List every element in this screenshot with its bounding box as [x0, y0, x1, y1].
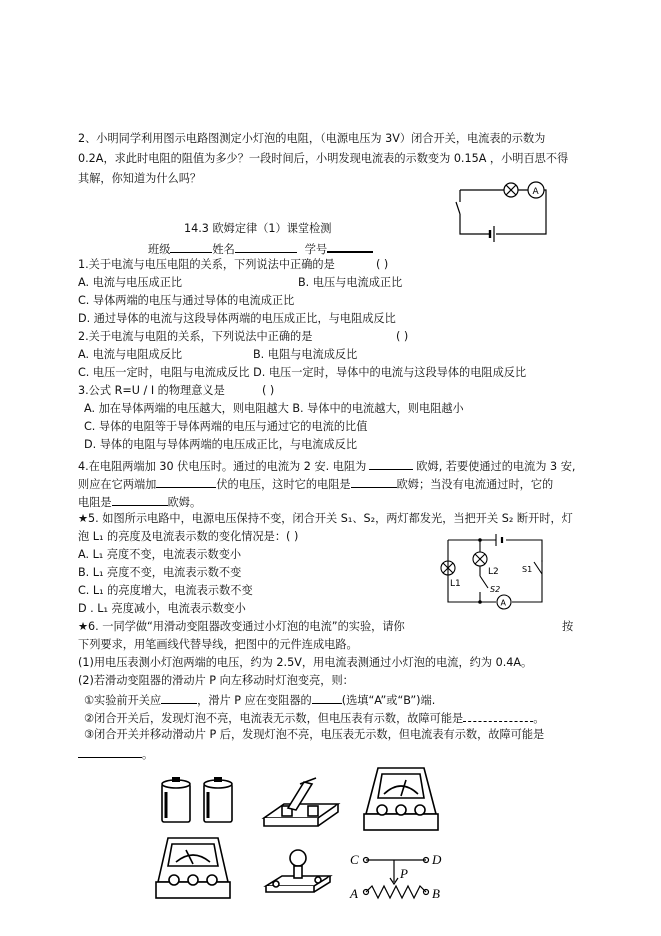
rheostat-d-label: D — [432, 852, 442, 867]
q4-line2 — [78, 476, 553, 492]
name-blank[interactable] — [235, 241, 297, 253]
q5-s1-label: S1 — [522, 565, 533, 574]
q6-blank-end[interactable] — [312, 692, 342, 704]
mc1-option-a: A. 电流与电压成正比 — [78, 276, 183, 289]
meter-figure-1 — [360, 760, 442, 836]
q6-step1-c: (选填“A”或“B”)端. — [341, 694, 436, 707]
q2-line1: 2、小明同学利用图示电路图测定小灯泡的电阻，（电源电压为 3V）闭合开关，电流表的示数为 — [78, 132, 546, 145]
quiz-title: 14.3 欧姆定律（1）课堂检测 — [184, 222, 332, 235]
mc3-option-ab: A. 加在导体两端的电压越大，则电阻越大 B. 导体中的电流越大，则电阻越小 — [84, 402, 464, 415]
id-label: 学号 — [304, 243, 328, 256]
q4-text-1b: 欧姆, 若要使通过的电流为 3 安, — [416, 460, 576, 473]
q4-blank-resistance[interactable] — [369, 458, 413, 470]
q4-line1 — [78, 458, 575, 474]
mc3-option-d: D. 导体的电阻与导体两端的电压成正比，与电流成反比 — [84, 438, 358, 451]
mc2-stem: 2.关于电流与电阻的关系，下列说法中正确的是 — [78, 330, 313, 343]
mc1-option-b: B. 电压与电流成正比 — [298, 276, 403, 289]
q4-text-1a: 4.在电阻两端加 30 伏电压时。通过的电流为 2 安. 电阻为 — [78, 460, 367, 473]
meter-figure-2 — [150, 832, 236, 902]
rheostat-a-label: A — [350, 886, 358, 901]
q5-s2-label: S2 — [490, 585, 501, 594]
q2-circuit-diagram — [448, 180, 548, 242]
q5-l1-label: L1 — [450, 579, 461, 589]
q6-step3: ③闭合开关并移动滑动片 P 后，发现灯泡不亮，电压表无示数，但电流表有示数，故障可能是 — [84, 728, 545, 741]
q5-option-d: D . L₁ 亮度减小，电流表示数变小 — [78, 602, 246, 615]
class-blank[interactable] — [170, 241, 212, 253]
q5-circuit-diagram — [436, 530, 548, 614]
q5-option-a: A. L₁ 亮度不变，电流表示数变小 — [78, 548, 242, 561]
q2-ammeter-label: A — [532, 187, 539, 197]
q6-step1-b: ，滑片 P 应在变阻器的 — [197, 694, 312, 707]
mc1-answer-paren[interactable]: ( ) — [376, 258, 389, 271]
q4-blank-resistance3[interactable] — [112, 494, 168, 506]
q6-line4: (2)若滑动变阻器的滑动片 P 向左移动时灯泡变亮，则： — [78, 674, 354, 687]
knife-switch-figure — [260, 774, 344, 834]
q5-option-b: B. L₁ 亮度不变，电流表示数不变 — [78, 566, 242, 579]
q4-text-2c: 欧姆；当没有电流通过时，它的 — [396, 478, 554, 491]
q4-line3 — [78, 494, 201, 510]
q6-blank-switch[interactable] — [161, 692, 197, 704]
mc3-stem: 3.公式 R=U / I 的物理意义是 — [78, 384, 225, 397]
mc1-option-d: D. 通过导体的电流与这段导体两端的电压成正比，与电阻成反比 — [78, 312, 396, 325]
mc3-option-c: C. 导体的电阻等于导体两端的电压与通过它的电流的比值 — [84, 420, 368, 433]
q6-step2-end: 。 — [533, 712, 545, 725]
bulb-figure — [262, 846, 336, 898]
q2-line3: 其解，你知道为什么吗？ — [78, 172, 202, 185]
class-label: 班级 — [148, 243, 171, 256]
mc2-option-a: A. 电流与电阻成反比 — [78, 348, 183, 361]
rheostat-p-label: P — [400, 866, 408, 881]
q6-blank-fault2[interactable] — [78, 746, 142, 758]
q4-blank-resistance2[interactable] — [351, 476, 397, 488]
q6-step1-a: ①实验前开关应 — [84, 694, 162, 707]
mc1-stem: 1.关于电流与电压电阻的关系，下列说法中正确的是 — [78, 258, 335, 271]
q6-step3-end: 。 — [142, 748, 154, 761]
q5-line1: ★5. 如图所示电路中，电源电压保持不变，闭合开关 S₁、S₂，两灯都发光，当把开关 S₂ 断开时，灯 — [78, 512, 573, 525]
q5-l2-label: L2 — [488, 567, 499, 577]
q6-line2: 下列要求，用笔画线代替导线，把图中的元件连成电路。 — [78, 638, 358, 651]
q4-text-2a: 则应在它两端加 — [78, 478, 157, 491]
id-blank[interactable] — [327, 240, 373, 253]
mc1-option-c: C. 导体两端的电压与通过导体的电流成正比 — [78, 294, 295, 307]
battery-pair-figure — [158, 774, 238, 826]
mc3-answer-paren[interactable]: ( ) — [262, 384, 275, 397]
rheostat-c-label: C — [350, 852, 359, 867]
mc2-option-b: B. 电阻与电流成反比 — [253, 348, 358, 361]
q4-text-3b: 欧姆。 — [167, 496, 202, 509]
q5-ammeter-label: A — [500, 598, 506, 608]
rheostat-figure — [346, 848, 450, 904]
rheostat-b-label: B — [432, 886, 440, 901]
mc2-answer-paren[interactable]: ( ) — [396, 330, 409, 343]
q4-text-3a: 电阻是 — [78, 496, 112, 509]
q6-line1a: ★6. 一同学做“用滑动变阻器改变通过小灯泡的电流”的实验，请你 — [78, 620, 405, 633]
q6-step3-answer — [78, 746, 153, 762]
q5-line2: 泡 L₁ 的亮度及电流表示数的变化情况是：( ) — [78, 530, 299, 543]
q5-option-c: C. L₁ 的亮度增大，电流表示数不变 — [78, 584, 253, 597]
q6-blank-fault1[interactable] — [463, 710, 533, 722]
q6-step1 — [84, 692, 435, 708]
q6-line3: (1)用电压表测小灯泡两端的电压，约为 2.5V，用电流表测通过小灯泡的电流，约为 0.4A。 — [78, 656, 533, 669]
q2-line2: 0.2A，求此时电阻的阻值为多少？一段时间后，小明发现电流表的示数变为 0.15A ，小明百思不得 — [78, 152, 569, 165]
q6-step2 — [84, 710, 544, 726]
mc2-option-cd: C. 电压一定时，电阻与电流成反比 D. 电压一定时，导体中的电流与这段导体的电阻成反比 — [78, 366, 527, 379]
q4-blank-voltage[interactable] — [156, 476, 216, 488]
q6-line1b: 按 — [562, 620, 574, 633]
q6-step2-text: ②闭合开关后，发现灯泡不亮，电流表无示数，但电压表有示数，故障可能是 — [84, 712, 464, 725]
name-label: 姓名 — [212, 243, 235, 256]
quiz-header-row — [148, 240, 373, 257]
q4-text-2b: 伏的电压，这时它的电阻是 — [216, 478, 351, 491]
